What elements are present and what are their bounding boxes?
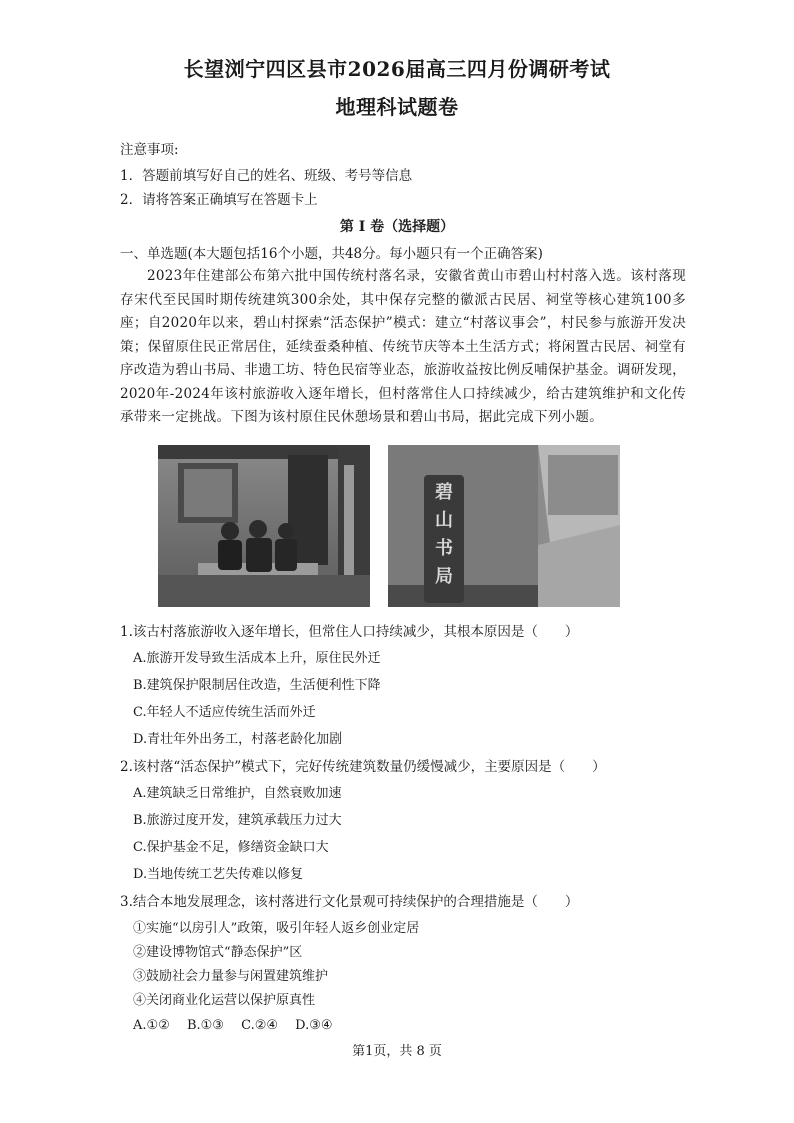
- question-1-option-b: B.建筑保护限制居住改造，生活便利性下降: [133, 678, 381, 693]
- question-2-option-d: D.当地传统工艺失传难以修复: [133, 867, 304, 882]
- question-3-item-1: ①实施“以房引人”政策，吸引年轻人返乡创业定居: [133, 921, 420, 936]
- page-footer: 第1页，共 8 页: [352, 1044, 442, 1059]
- photo-bishan-bookstore: [388, 445, 620, 607]
- question-3-item-3: ③鼓励社会力量参与闲置建筑维护: [133, 969, 329, 984]
- note-item-2: 2．请将答案正确填写在答题卡上: [120, 192, 318, 208]
- question-2-stem: 2.该村落“活态保护”模式下，完好传统建筑数量仍缓慢减少，主要原因是（ ）: [120, 759, 606, 775]
- sign-char-2: 山: [435, 510, 453, 531]
- question-2-option-a: A.建筑缺乏日常维护，自然衰败加速: [133, 786, 342, 801]
- notes-heading: 注意事项:: [120, 142, 179, 158]
- question-3-answer-choices: A.①② B.①③ C.②④ D.③④: [133, 1018, 333, 1033]
- section-heading: 一、单选题(本大题包括16个小题，共48分。每小题只有一个正确答案): [120, 246, 543, 262]
- question-1-option-c: C.年轻人不适应传统生活而外迁: [133, 705, 316, 720]
- question-3-stem: 3.结合本地发展理念，该村落进行文化景观可持续保护的合理措施是（ ）: [120, 894, 579, 910]
- sign-char-4: 局: [435, 566, 453, 587]
- question-1-stem: 1.该古村落旅游收入逐年增长，但常住人口持续减少，其根本原因是（ ）: [120, 624, 579, 640]
- question-2-option-b: B.旅游过度开发，建筑承载压力过大: [133, 813, 342, 828]
- question-1-option-a: A.旅游开发导致生活成本上升，原住民外迁: [133, 651, 381, 666]
- exam-title: 长望浏宁四区县市2026届高三四月份调研考试: [183, 57, 611, 81]
- bookstore-sign: [428, 479, 460, 591]
- section-title: 第 I 卷（选择题）: [339, 219, 455, 235]
- note-item-1: 1．答题前填写好自己的姓名、班级、考号等信息: [120, 168, 413, 184]
- question-3-item-4: ④关闭商业化运营以保护原真性: [133, 993, 316, 1008]
- question-1-option-d: D.青壮年外出务工，村落老龄化加剧: [133, 732, 343, 747]
- photo-villagers-resting: [158, 445, 370, 607]
- question-2-option-c: C.保护基金不足，修缮资金缺口大: [133, 840, 329, 855]
- exam-subtitle: 地理科试题卷: [335, 95, 459, 119]
- question-3-item-2: ②建设博物馆式“静态保护”区: [133, 945, 303, 960]
- sign-char-1: 碧: [435, 482, 453, 503]
- sign-char-3: 书: [435, 538, 453, 559]
- passage-text: 2023年住建部公布第六批中国传统村落名录，安徽省黄山市碧山村村落入选。该村落现存宋代至民国时期传统建筑300余处，其中保存完整的徽派古民居、祠堂等核心建筑100多座；自2020年以来，碧山村探索“活态保护”模式：建立“村落议事会”，村民参与旅游开发决策；保留原住民正常居住，延续蚕桑种植、传统节庆等本土生活方式；将闲置古民居、祠堂有序改造为碧山书局、非遗工坊、特色民宿等业态，旅游收益按比例反哺保护基金。调研发现，2020年-2024年该村旅游收入逐年增长，但村落常住人口持续减少，给古建筑维护和文化传承带来一定挑战。下图为该村原住民休憩场景和碧山书局，据此完成下列小题。: [120, 268, 686, 425]
